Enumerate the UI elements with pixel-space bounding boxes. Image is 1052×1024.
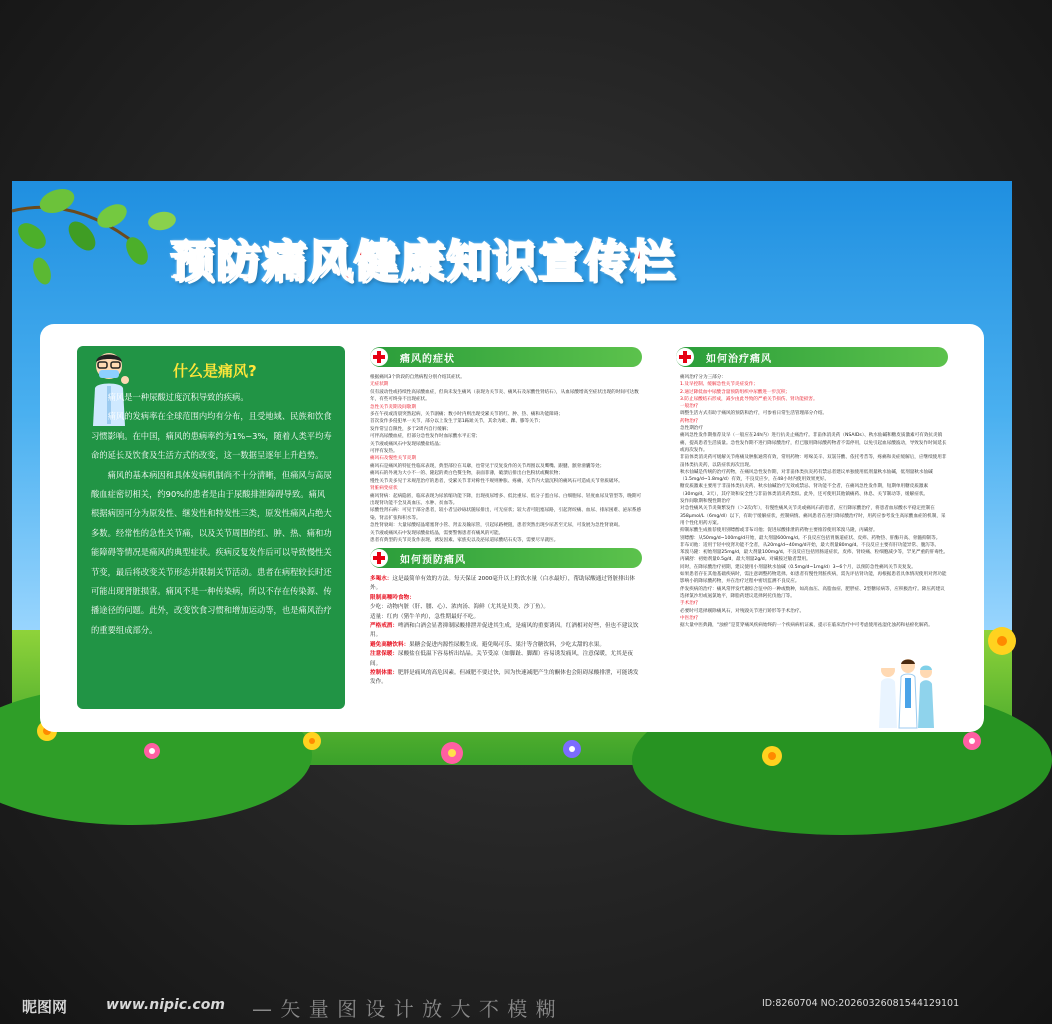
prevention-item (370, 575, 642, 594)
section-heading-what-is-gout: 什么是痛风? (173, 362, 257, 380)
text-line: 必要时可选择剔除痛风石，对残毁关节进行矫形等手术治疗。 (680, 608, 805, 614)
what-is-gout-text (91, 388, 333, 640)
prevention-item-label: 严格戒酒： (370, 623, 398, 630)
text-line: 痛风急性发作期推荐及早（一般应在24h内）进行抗炎止痛治疗。非甾体消炎药（NSAIDs）、秋水仙碱和糖皮质激素可有效抗炎镇痛，提高患者生活质量。急性发作期不进行降尿酸治疗，但已服用降尿酸药物者不需停用，以免引起血尿酸波动，导致发作时间延长或再次发作。 (680, 433, 947, 453)
page-title: 预防痛风健康知识宣传栏 (170, 236, 676, 287)
prevention-item (370, 641, 642, 650)
medical-cross-icon (370, 348, 388, 366)
prevention-item (370, 594, 642, 603)
text-line: 据大量中医典籍，“浊瘀”是贯穿痛风疾病始终的一个疾病病机证素，提示在临床治疗中可考虑使用祛湿化浊药和祛瘀化解药。 (680, 623, 933, 629)
prevention-item-text: 肥胖是痛风的高危因素。但减肥不要过快，因为快速减肥产生的酮体也会阻碍尿酸排泄，可能诱发发作。 (370, 670, 639, 686)
text-line: 调整生活方式有助于痛风的预防和治疗，可参看日常生活管理部分介绍。 (680, 411, 828, 417)
text-line: 首次发作多侵犯单一关节，部分以上发生于第1跖趾关节，其余为趾、踝、膝等关节； (370, 419, 543, 425)
medical-cross-icon (370, 549, 388, 567)
treatment-header (676, 347, 948, 367)
text-line: 关节液或痛风石中发现尿酸盐结晶； (370, 441, 444, 447)
text-line: 急性期治疗 (680, 426, 703, 432)
text-line: 抑制尿酸生成推荐使用别嘌醇或非布司他；促进尿酸排泄的药物主要推荐使用苯溴马隆，丙磺舒。 (680, 528, 878, 534)
text-line: 非布司他：适用于轻中度肾功能不全者，从20mg/d~40mg/d开始，最大剂量80mg/d。不良反应主要有肝功能异常、腹泻等。 (680, 542, 940, 548)
subheading: 1.及早控制、缓解急性关节炎症发作； (680, 382, 758, 388)
text-line: 伴发疾病的治疗：痛风常伴发代谢综合征中的一种或数种，如高血压、高脂血症、肥胖症、2型糖尿病等，应积极治疗。降压药建议选择氯沙坦或氨氯地平，降脂药建议选择阿托伐他汀等。 (680, 586, 945, 599)
text-line: 急性肾衰竭：大量尿酸结晶堵塞肾小管、肾盂及输尿管，引起尿路梗阻，患者突然出现少尿甚至无尿，可发展为急性肾衰竭。 (370, 523, 623, 529)
prevention-header (370, 548, 642, 568)
prevention-item-text: 少吃：动物内脏（肝、腰、心）、浓肉汤、海鲜（尤其是贝类、沙丁鱼）。 (370, 604, 549, 611)
paragraph: 痛风的基本病因和具体发病机制尚不十分清晰，但痛风与高尿酸血症密切相关，约90%的患者是由于尿酸排泄障碍导致。痛风根据病因可分为原发性、继发性和特发性三类，原发性痛风占绝大多数。经常性的急性关节痛，以及关节周围的红、肿、热、痛和功能障碍等情况是痛风的典型症状。疾病反复发作后可以导致慢性关节变，最后将改变关节形态并限制关节活动。患者在病程较长时还可能出现肾脏损害。痛风不是一种传染病，所以不存在传染源、传播途径的问题。此外，改变饮食习惯和增加运动等，也是痛风治疗的重要组成部分。 (91, 469, 332, 635)
prevention-heading: 如何预防痛风 (400, 555, 466, 566)
footer-logo: 昵图网 (22, 998, 68, 1016)
subheading: 一般治疗 (680, 404, 699, 410)
symptoms-heading: 痛风的症状 (400, 354, 455, 365)
text-line: 如果患者存在其他基础疾病时，需注意调整药物选择。如患者有慢性肾脏疾病，需先评估肾功能，再根据患者具体情况使用对肾功能影响小的降尿酸药物，并在治疗过程中密切监测不良反应。 (680, 572, 947, 585)
text-line: 丙磺舒：初始剂量0.5g/d，最大剂量2g/d。对磺胺过敏者禁用。 (680, 557, 811, 563)
text-line: 糖皮质激素主要用于非甾体类抗炎药、秋水仙碱治疗无效或禁忌、肾功能不全者，在痛风急性发作期，短期单用糖皮质激素（30mg/d，3天），其疗效和安全性与非甾体类消炎药类似。此外，还可使用其他镇痛药、休息、关节制动等，缓解症状。 (680, 484, 929, 497)
prevention-item-label: 多喝水： (370, 576, 393, 582)
text-line: 痛风石是痛风的特征性临床表现，典型部位在耳廓，也常见于反复发作的关节周围以及鹰嘴、跟腱、髌骨滑囊等处； (370, 463, 605, 469)
subheading: 无症状期 (370, 382, 389, 388)
prevention-text (370, 575, 642, 715)
prevention-item-label: 避免高糖饮料： (370, 641, 410, 648)
footer-id: ID:8260704 NO:20260326081544129101 (762, 998, 960, 1009)
text-line: 同时，在降尿酸治疗初期，建议使用小剂量秋水仙碱（0.5mg/d~1mg/d）3~6个月，以预防急性痛风关节炎复发。 (680, 564, 916, 570)
leaves-decoration (12, 181, 192, 301)
text-line: 可伴有发热。 (370, 449, 398, 455)
text-line: 痛风石的外观为大小不一的、隆起的黄白色赘生物，表面菲薄，破溃后排出白色粉状或糊状物； (370, 471, 563, 477)
prevention-item (370, 622, 642, 641)
medical-staff-icon (874, 658, 938, 728)
symptoms-text (370, 374, 642, 543)
prevention-item-label: 控制体重： (370, 670, 398, 677)
text-line: 发作间歇期和慢性期治疗 (680, 499, 731, 505)
footer (0, 986, 1024, 1024)
prevention-item (370, 603, 642, 612)
prevention-item (370, 669, 642, 688)
symptoms-header (370, 347, 642, 367)
paragraph: 痛风是一种尿酸过度沉积导致的疾病。 (107, 392, 249, 402)
text-line: 关节液或痛风石中发现尿酸盐结晶，需要警惕患者有痛风的可能。 (370, 530, 504, 536)
text-line: 仅有波动性或持续性高尿酸血症，但尚未发生痛风（表现为关节炎、痛风石及尿酸性肾结石），从血尿酸增高至症状出现的时间可达数年，有些可终身不出现症状。 (370, 389, 639, 403)
subheading: 肾脏病变症状 (370, 486, 398, 492)
subheading: 3.防止尿酸结石形成，减少由此导致的严重关节损伤、肾功能损害。 (680, 396, 818, 402)
text-line: 发作常呈自限性，多于2周内自行缓解； (370, 426, 452, 432)
subheading: 中医治疗 (680, 615, 699, 621)
prevention-item-text: 这是最简单有效的方法。每天保证 2000毫升以上的饮水量（白水最好），帮助尿酸通过肾脏排出体外。 (370, 576, 635, 592)
text-line: 多在午夜或清晨突然起病，关节剧痛；数小时内则出现受累关节的红、肿、热、痛和功能障碍； (370, 412, 563, 418)
prevention-item-text: 啤酒和白酒会显著抑制尿酸排泄并促进其生成，是痛风的重要诱因。红酒相对好些，但也不建议饮用。 (370, 623, 639, 639)
prevention-item-label: 注意保暖： (370, 651, 398, 658)
text-line: 非甾体类消炎药可缓解关节疼痛及肿胀通常有效，常用药物：吲哚美辛、双氯芬酸、依托考昔等，疼痛和炎症缓解后，应继续使用非甾体类抗炎药，以防症状再次出现。 (680, 455, 947, 468)
text-line: 慢性关节炎多见于未规范治疗的患者，受累关节非对称性不规则肿胀、疼痛，关节内大量沉积的痛风石可造成关节骨质破坏。 (370, 478, 623, 484)
text-line: 痛风肾病：起病隐匿，临床表现为尿浓缩功能下降，出现夜尿增多、低比重尿、低分子蛋白尿、白细胞尿、轻度血尿及管型等，晚期可出现肾功能不全及高血压、水肿、贫血等。 (370, 493, 642, 506)
prevention-item (370, 650, 642, 669)
prevention-item-text: 尿酸盐在低温下容易析出结晶。关节受凉（如脚趾、脚踝）容易诱发痛风，注意保暖，尤其是夜间。 (370, 651, 633, 667)
text-line: 可伴高尿酸血症，但部分急性发作时血尿酸水平正常； (370, 434, 481, 440)
prevention-item-text: 适量：红肉（猪牛羊肉），急性期最好不吃。 (370, 613, 480, 620)
treatment-heading: 如何治疗痛风 (706, 354, 772, 365)
text-line: 苯溴马隆：初始剂量25mg/d，最大剂量100mg/d。不良反应包括胃肠道症状、皮疹、肾绞痛、粒细胞减少等，罕见严重的肝毒性。 (680, 550, 949, 556)
prevention-item-label: 限制高嘌呤食物： (370, 594, 415, 601)
text-line: 秋水仙碱是传统的治疗药物，在痛风急性发作期，对非甾体类抗炎药有禁忌者建议单独使用低剂量秋水仙碱，低剂量秋水仙碱（1.5mg/d~1.8mg/d）有效，不良反应少，在48小时内使用效果更好。 (680, 469, 933, 483)
footer-slogan: — 矢 量 图 设 计 放 大 不 模 糊 (252, 997, 557, 1021)
prevention-item-text: 果糖会促进内源性尿酸生成。避免喝可乐、果汁等含糖饮料，少吃太甜的水果。 (409, 641, 605, 648)
what-is-gout-panel (77, 346, 345, 709)
prevention-item (370, 613, 642, 622)
text-line: 患者有典型的关节炎发作表现、诱发因素、家族史以及泌尿道尿酸结石史等，需要尽早就医。 (370, 537, 559, 543)
paragraph: 痛风的发病率在全球范围内均有分布，且受地域、民族和饮食习惯影响。在中国，痛风的患病率约为1%~3%，随着人类平均寿命的延长及饮食及生活方式的改变，这一数据呈逐年上升趋势。 (91, 411, 332, 461)
text-line: 对急性痛风关节炎频繁发作（＞2次/年），有慢性痛风关节炎或痛风石的患者，应行降尿酸治疗，将患者血尿酸水平稳定控制在358μmol/L（6mg/dl）以下，有助于缓解症状，控制病情。痛风患者在进行降尿酸治疗时，用药应参考发生高尿酸血症的机制，采用个性化用药方案。 (680, 506, 946, 526)
text-line: 痛风治疗分为三部分： (680, 375, 726, 380)
subheading: 手术治疗 (680, 601, 699, 607)
text-line: 根据痛风3个阶段的自然病程分别介绍其症状。 (370, 375, 465, 380)
medical-cross-icon (676, 348, 694, 366)
subheading: 急性关节炎期及间歇期 (370, 404, 416, 410)
subheading: 2.通过降低血中尿酸含量预防组织中尿酸进一步沉积； (680, 389, 791, 395)
footer-url: www.nipic.com (106, 997, 225, 1013)
subheading: 痛风石及慢性关节炎期 (370, 456, 416, 462)
text-line: 尿酸性肾石病：可见于部分患者，较小者呈砂砾状随尿排出，可无症状；较大者可阻塞尿路，引起肾绞痛、血尿、排尿困难、泌尿系感染、肾盂扩张和积水等。 (370, 508, 642, 521)
text-line: 别嘌醇：从50mg/d~100mg/d开始，最大剂量600mg/d。不良反应包括胃肠道症状、皮疹、药物热、肝酶升高、骨髓抑制等。 (680, 535, 941, 541)
subheading: 药物治疗 (680, 418, 699, 424)
